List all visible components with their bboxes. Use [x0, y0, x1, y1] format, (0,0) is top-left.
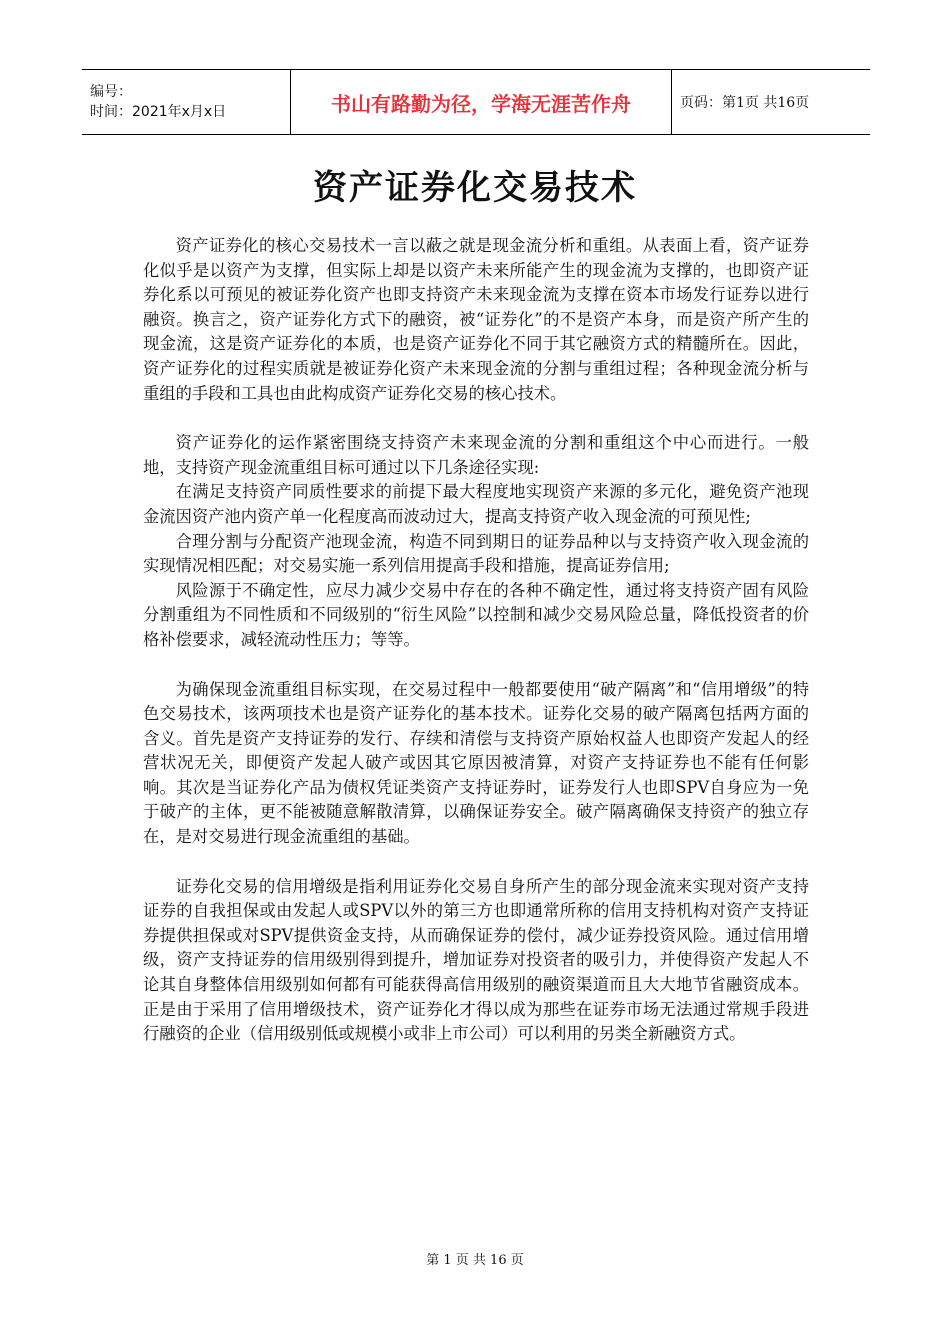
- paragraph-4: 合理分割与分配资产池现金流，构造不同到期日的证券品种以与支持资产收入现金流的实现情况相匹配；对交易实施一系列信用提高手段和措施，提高证券信用;: [143, 531, 809, 576]
- paragraph-6: 为确保现金流重组目标实现，在交易过程中一般都要使用“破产隔离”和“信用增级”的特色交易技术，该两项技术也是资产证券化的基本技术。证券化交易的破产隔离包括两方面的含义。首先是资产支持证券的发行、存续和清偿与支持资产原始权益人也即资产发起人的经营状况无关，即便资产发起人破产或因其它原因被清算，对资产支持证券也不能有任何影响。其次是当证券化产品为债权凭证类资产支持证券时，证券发行人也即SPV自身应为一免于破产的主体，更不能被随意解散清算，以确保证券安全。破产隔离确保支持资产的独立存在，是对交易进行现金流重组的基础。: [143, 679, 809, 847]
- header-meta-cell: [82, 70, 291, 135]
- paragraph-2: 资产证券化的运作紧密围绕支持资产未来现金流的分割和重组这个中心而进行。一般地，支持资产现金流重组目标可通过以下几条途径实现:: [143, 433, 809, 477]
- page-header: [82, 69, 870, 135]
- time-label: 时间：2021年x月x日: [90, 104, 227, 120]
- paragraph-1: 资产证券化的核心交易技术一言以蔽之就是现金流分析和重组。从表面上看，资产证券化似乎是以资产为支撑，但实际上却是以资产未来所能产生的现金流为支撑的，也即资产证券化系以可预见的被证券化资产也即支持资产未来现金流为支撑在资本市场发行证券以进行融资。换言之，资产证券化方式下的融资，被“证券化”的不是资产本身，而是资产所产生的现金流，这是资产证券化的本质，也是资产证券化不同于其它融资方式的精髓所在。因此，资产证券化的过程实质就是被证券化资产未来现金流的分割与重组过程；各种现金流分析与重组的手段和工具也由此构成资产证券化交易的核心技术。: [143, 236, 809, 403]
- document-title: 资产证券化交易技术: [313, 168, 637, 208]
- code-label: 编号：: [90, 84, 132, 100]
- paragraph-5: 风险源于不确定性，应尽力减少交易中存在的各种不确定性，通过将支持资产固有风险分割重组为不同性质和不同级别的“衍生风险”以控制和减少交易风险总量，降低投资者的价格补偿要求，减轻流动性压力；等等。: [143, 580, 809, 649]
- paragraph-7: 证券化交易的信用增级是指利用证券化交易自身所产生的部分现金流来实现对资产支持证券的自我担保或由发起人或SPV以外的第三方也即通常所称的信用支持机构对资产支持证券提供担保或对SPV提供资金支持，从而确保证券的偿付，减少证券投资风险。通过信用增级，资产支持证券的信用级别得到提升，增加证券对投资者的吸引力，并使得资产发起人不论其自身整体信用级别如何都有可能获得高信用级别的融资渠道而且大大地节省融资成本。正是由于采用了信用增级技术，资产证券化才得以成为那些在证券市场无法通过常规手段进行融资的企业（信用级别低或规模小或非上市公司）可以利用的另类全新融资方式。: [143, 876, 809, 1044]
- page-info-text: 页码：第1页 共16页: [680, 95, 810, 111]
- document-body: [143, 234, 809, 1047]
- motto-text: 书山有路勤为径，学海无涯苦作舟: [331, 91, 631, 116]
- page-info-cell: [672, 70, 871, 135]
- page-footer: 第 1 页 共 16 页: [426, 1253, 524, 1268]
- paragraph-3: 在满足支持资产同质性要求的前提下最大程度地实现资产来源的多元化，避免资产池现金流因资产池内资产单一化程度高而波动过大，提高支持资产收入现金流的可预见性;: [143, 482, 809, 526]
- motto-cell: [291, 70, 672, 135]
